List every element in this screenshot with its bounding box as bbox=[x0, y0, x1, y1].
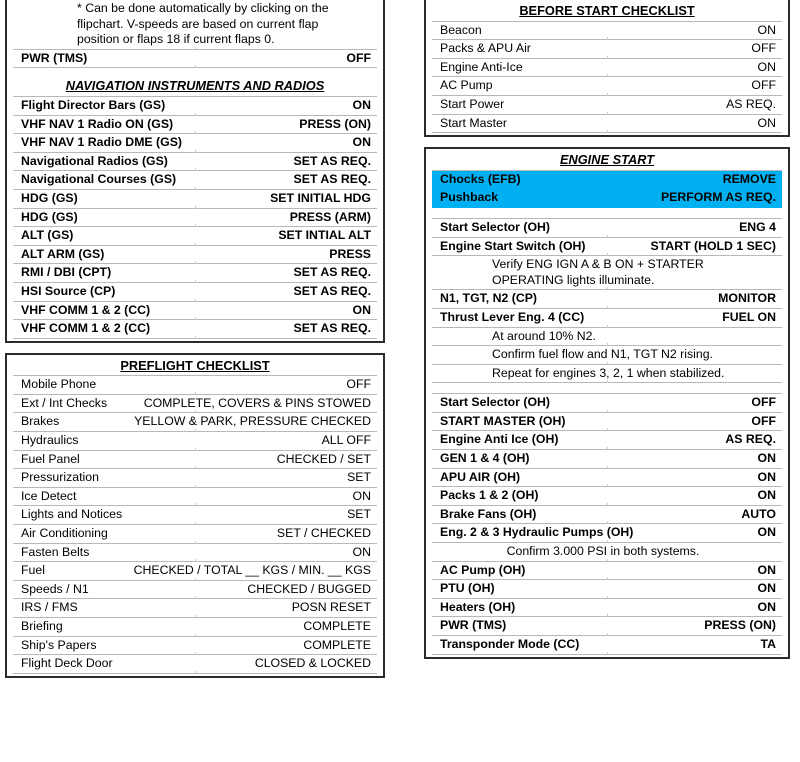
checklist-note bbox=[13, 0, 377, 50]
checklist-item-label: HSI Source (CP) bbox=[21, 283, 116, 298]
left-column bbox=[5, 0, 385, 678]
section-heading bbox=[432, 149, 782, 171]
checklist-row[interactable] bbox=[432, 96, 782, 115]
checklist-row[interactable] bbox=[432, 636, 782, 655]
checklist-item-label: Fuel Panel bbox=[21, 451, 80, 466]
checklist-item-value: ON bbox=[757, 599, 776, 614]
checklist-item-value: PRESS bbox=[329, 246, 371, 261]
checklist-row[interactable] bbox=[13, 562, 377, 581]
checklist-item-label: ALT ARM (GS) bbox=[21, 246, 105, 261]
checklist-row[interactable] bbox=[13, 488, 377, 507]
section-heading bbox=[13, 355, 377, 377]
checklist-item-label: VHF COMM 1 & 2 (CC) bbox=[21, 321, 151, 336]
checklist-item-label: Start Power bbox=[440, 96, 505, 111]
checklist-item-value: OFF bbox=[751, 41, 776, 56]
section-heading-label: BEFORE START CHECKLIST bbox=[519, 3, 695, 18]
checklist-row[interactable] bbox=[432, 524, 782, 543]
checklist-item-label: VHF NAV 1 Radio DME (GS) bbox=[21, 135, 183, 150]
checklist-row[interactable] bbox=[13, 134, 377, 153]
checklist-item-label: Hydraulics bbox=[21, 433, 79, 448]
checklist-item-label: Engine Anti Ice (OH) bbox=[440, 432, 559, 447]
checklist-item-value: SET AS REQ. bbox=[293, 172, 371, 187]
checklist-item-value: SET bbox=[347, 507, 371, 522]
checklist-note bbox=[432, 365, 782, 384]
checklist-item-value: COMPLETE bbox=[303, 619, 371, 633]
checklist-item-label: HDG (GS) bbox=[21, 209, 78, 224]
rows-panel-preflight bbox=[7, 355, 383, 674]
checklist-item-value: SET bbox=[347, 470, 371, 485]
checklist-item-label: Fuel bbox=[21, 563, 45, 578]
checklist-item-label: Navigational Courses (GS) bbox=[21, 172, 177, 187]
checklist-item-value: CHECKED / SET bbox=[276, 451, 371, 466]
checklist-row[interactable] bbox=[13, 283, 377, 302]
checklist-item-value: COMPLETE bbox=[303, 637, 371, 652]
checklist-item-value: ON bbox=[757, 22, 776, 37]
checklist-row[interactable] bbox=[13, 413, 377, 432]
checklist-item-label: Thrust Lever Eng. 4 (CC) bbox=[440, 309, 585, 324]
checklist-row[interactable] bbox=[13, 97, 377, 116]
rows-panel-top bbox=[7, 0, 383, 339]
checklist-item-value: ENG 4 bbox=[739, 219, 776, 234]
checklist-item-label: Beacon bbox=[440, 22, 482, 37]
checklist-item-label: N1, TGT, N2 (CP) bbox=[440, 291, 538, 306]
checklist-item-label: Brake Fans (OH) bbox=[440, 506, 537, 521]
checklist-note-text: Confirm fuel flow and N1, TGT N2 rising. bbox=[492, 347, 713, 362]
checklist-row[interactable] bbox=[13, 171, 377, 190]
checklist-item-value: COMPLETE, COVERS & PINS STOWED bbox=[143, 395, 371, 410]
checklist-row[interactable] bbox=[13, 637, 377, 656]
checklist-row[interactable] bbox=[432, 580, 782, 599]
checklist-item-label: Start Master bbox=[440, 115, 507, 130]
checklist-item-value: MONITOR bbox=[718, 291, 776, 306]
checklist-item-value: OFF bbox=[346, 377, 371, 392]
checklist-row[interactable] bbox=[13, 246, 377, 265]
checklist-row[interactable] bbox=[13, 618, 377, 637]
checklist-item-label: Ice Detect bbox=[21, 488, 77, 503]
checklist-row[interactable] bbox=[13, 190, 377, 209]
checklist-row[interactable] bbox=[432, 413, 782, 432]
checklist-row[interactable] bbox=[432, 115, 782, 134]
checklist-row[interactable] bbox=[13, 264, 377, 283]
checklist-row[interactable] bbox=[13, 655, 377, 674]
checklist-note bbox=[432, 543, 782, 562]
checklist-item-value: OFF bbox=[751, 395, 776, 410]
checklist-row[interactable] bbox=[13, 227, 377, 246]
checklist-row[interactable] bbox=[432, 59, 782, 78]
checklist-row[interactable] bbox=[13, 599, 377, 618]
checklist-item-value: ON bbox=[757, 581, 776, 596]
checklist-item-value: PRESS (ON) bbox=[704, 618, 776, 633]
checklist-row[interactable] bbox=[13, 395, 377, 414]
checklist-item-value: ON bbox=[757, 59, 776, 74]
checklist-item-label: Ext / Int Checks bbox=[21, 395, 108, 410]
checklist-item-value: ON bbox=[352, 135, 371, 150]
checklist-item-label: START MASTER (OH) bbox=[440, 413, 566, 428]
checklist-item-label: Start Selector (OH) bbox=[440, 395, 551, 410]
checklist-item-value: SET / CHECKED bbox=[276, 526, 371, 541]
checklist-item-label: ALT (GS) bbox=[21, 228, 74, 243]
checklist-item-value: SET INITIAL HDG bbox=[270, 190, 371, 205]
checklist-row[interactable] bbox=[432, 40, 782, 59]
checklist-item-value: ON bbox=[757, 451, 776, 466]
checklist-row[interactable] bbox=[13, 525, 377, 544]
checklist-item-label: VHF COMM 1 & 2 (CC) bbox=[21, 302, 151, 317]
checklist-row[interactable] bbox=[432, 431, 782, 450]
checklist-item-value: ON bbox=[757, 562, 776, 577]
checklist-item-label: Heaters (OH) bbox=[440, 599, 516, 614]
checklist-item-value: ON bbox=[352, 97, 371, 112]
checklist-item-label: Start Selector (OH) bbox=[440, 219, 551, 234]
rows-panel-before-start bbox=[426, 0, 788, 133]
checklist-item-label: PWR (TMS) bbox=[21, 50, 88, 65]
checklist-item-value: ON bbox=[352, 488, 371, 503]
checklist-item-value: AUTO bbox=[741, 506, 776, 521]
checklist-item-value: ON bbox=[757, 488, 776, 503]
checklist-row[interactable] bbox=[13, 469, 377, 488]
checklist-note-text: Confirm 3.000 PSI in both systems. bbox=[506, 544, 700, 559]
checklist-item-value: SET AS REQ. bbox=[293, 321, 371, 336]
checklist-row[interactable] bbox=[432, 599, 782, 618]
checklist-row[interactable] bbox=[13, 50, 377, 69]
checklist-item-label: Engine Anti-Ice bbox=[440, 59, 523, 74]
checklist-item-value: SET INTIAL ALT bbox=[278, 228, 371, 243]
right-column bbox=[424, 0, 790, 659]
checklist-row[interactable] bbox=[13, 506, 377, 525]
checklist-item-label: Speeds / N1 bbox=[21, 581, 89, 596]
checklist-row[interactable] bbox=[432, 506, 782, 525]
checklist-item-label: Engine Start Switch (OH) bbox=[440, 238, 586, 253]
section-heading-label: ENGINE START bbox=[559, 152, 655, 168]
checklist-row[interactable] bbox=[432, 238, 782, 257]
rows-panel-engine-start bbox=[426, 149, 788, 654]
checklist-note bbox=[432, 256, 782, 290]
checklist-item-value: REMOVE bbox=[722, 171, 776, 186]
checklist-item-label: Packs & APU Air bbox=[440, 41, 531, 56]
row-spacer bbox=[432, 383, 782, 394]
checklist-item-label: Air Conditioning bbox=[21, 526, 108, 541]
checklist-item-value: ALL OFF bbox=[321, 433, 371, 448]
checklist-row[interactable] bbox=[13, 451, 377, 470]
checklist-item-label: HDG (GS) bbox=[21, 190, 78, 205]
checklist-row[interactable] bbox=[432, 171, 782, 190]
panel-before-start-checklist bbox=[424, 0, 790, 137]
checklist-row[interactable] bbox=[432, 219, 782, 238]
section-heading bbox=[13, 68, 377, 97]
panel-preflight-checklist bbox=[5, 353, 385, 678]
checklist-item-label: Chocks (EFB) bbox=[440, 171, 521, 186]
checklist-row[interactable] bbox=[13, 432, 377, 451]
checklist-item-value: SET AS REQ. bbox=[293, 265, 371, 280]
checklist-item-label: RMI / DBI (CPT) bbox=[21, 265, 112, 280]
checklist-row[interactable] bbox=[432, 290, 782, 309]
checklist-note bbox=[432, 346, 782, 365]
checklist-item-label: IRS / FMS bbox=[21, 600, 78, 615]
checklist-item-value: OFF bbox=[751, 78, 776, 93]
checklist-item-value: ON bbox=[352, 544, 371, 559]
checklist-item-value: ON bbox=[352, 302, 371, 317]
checklist-item-value: SET AS REQ. bbox=[293, 283, 371, 298]
checklist-item-label: Packs 1 & 2 (OH) bbox=[440, 488, 539, 503]
checklist-note-text: At around 10% N2. bbox=[492, 328, 596, 343]
checklist-item-value: START (HOLD 1 SEC) bbox=[650, 238, 776, 253]
checklist-item-value: PRESS (ARM) bbox=[289, 209, 371, 224]
checklist-row[interactable] bbox=[13, 320, 377, 339]
checklist-item-label: Brakes bbox=[21, 414, 60, 429]
checklist-row[interactable] bbox=[432, 22, 782, 41]
checklist-item-label: PWR (TMS) bbox=[440, 618, 507, 633]
checklist-row[interactable] bbox=[13, 116, 377, 135]
checklist-item-label: VHF NAV 1 Radio ON (GS) bbox=[21, 116, 174, 131]
checklist-item-label: Lights and Notices bbox=[21, 507, 123, 522]
checklist-note-text: Repeat for engines 3, 2, 1 when stabilized. bbox=[492, 365, 725, 380]
checklist-row[interactable] bbox=[432, 189, 782, 208]
checklist-item-value: AS REQ. bbox=[725, 432, 776, 447]
checklist-row[interactable] bbox=[432, 450, 782, 469]
checklist-item-value: CHECKED / TOTAL __ KGS / MIN. __ KGS bbox=[133, 563, 371, 578]
checklist-row[interactable] bbox=[13, 581, 377, 600]
checklist-item-label: AC Pump (OH) bbox=[440, 562, 526, 577]
checklist-item-value: POSN RESET bbox=[291, 600, 371, 615]
checklist-item-label: Briefing bbox=[21, 619, 63, 633]
checklist-item-value: CLOSED & LOCKED bbox=[254, 656, 371, 671]
checklist-item-label: GEN 1 & 4 (OH) bbox=[440, 451, 530, 466]
checklist-item-value: AS REQ. bbox=[726, 96, 776, 111]
checklist-row[interactable] bbox=[13, 544, 377, 563]
checklist-item-value: TA bbox=[760, 637, 776, 651]
checklist-item-value: ON bbox=[757, 469, 776, 484]
checklist-item-value: OFF bbox=[346, 50, 371, 65]
checklist-row[interactable] bbox=[432, 487, 782, 506]
section-heading bbox=[432, 0, 782, 22]
checklist-item-label: Eng. 2 & 3 Hydraulic Pumps (OH) bbox=[440, 525, 634, 540]
checklist-row[interactable] bbox=[432, 77, 782, 96]
checklist-item-label: Pushback bbox=[440, 190, 499, 205]
checklist-row[interactable] bbox=[432, 309, 782, 328]
checklist-row[interactable] bbox=[13, 376, 377, 395]
checklist-item-label: Flight Deck Door bbox=[21, 656, 113, 671]
checklist-row[interactable] bbox=[13, 153, 377, 172]
checklist-item-label: APU AIR (OH) bbox=[440, 469, 521, 484]
panel-navigation-instruments bbox=[5, 0, 385, 343]
checklist-row[interactable] bbox=[432, 469, 782, 488]
checklist-item-value: OFF bbox=[751, 413, 776, 428]
checklist-row[interactable] bbox=[432, 562, 782, 581]
checklist-item-label: Navigational Radios (GS) bbox=[21, 153, 168, 168]
checklist-note-text: Verify ENG IGN A & B ON + STARTER OPERATING lights illuminate. bbox=[492, 257, 708, 287]
checklist-row[interactable] bbox=[13, 302, 377, 321]
checklist-item-value: FUEL ON bbox=[722, 309, 776, 324]
section-heading-label: NAVIGATION INSTRUMENTS AND RADIOS bbox=[65, 78, 325, 94]
checklist-item-value: PRESS (ON) bbox=[299, 116, 371, 131]
checklist-item-label: Pressurization bbox=[21, 470, 99, 485]
checklist-item-value: PERFORM AS REQ. bbox=[660, 190, 776, 205]
checklist-note bbox=[432, 328, 782, 347]
checklist-item-value: SET AS REQ. bbox=[293, 153, 371, 168]
checklist-note-text: * Can be done automatically by clicking on the flipchart. V-speeds are based on current flap position or flaps 18 if current flaps 0. bbox=[77, 1, 332, 47]
checklist-item-value: ON bbox=[757, 115, 776, 130]
section-heading-label: PREFLIGHT CHECKLIST bbox=[120, 357, 270, 373]
checklist-item-label: AC Pump bbox=[440, 78, 493, 93]
checklist-item-label: PTU (OH) bbox=[440, 581, 495, 596]
checklist-row[interactable] bbox=[432, 617, 782, 636]
panel-engine-start bbox=[424, 147, 790, 658]
checklist-item-label: Flight Director Bars (GS) bbox=[21, 97, 166, 112]
checklist-row[interactable] bbox=[13, 209, 377, 228]
checklist-item-value: CHECKED / BUGGED bbox=[247, 581, 371, 596]
checklist-item-label: Transponder Mode (CC) bbox=[440, 637, 580, 651]
checklist-row[interactable] bbox=[432, 394, 782, 413]
row-spacer bbox=[432, 208, 782, 219]
checklist-item-label: Fasten Belts bbox=[21, 544, 90, 559]
checklist-item-label: Mobile Phone bbox=[21, 377, 97, 392]
checklist-item-value: ON bbox=[757, 525, 776, 540]
checklist-item-value: YELLOW & PARK, PRESSURE CHECKED bbox=[134, 414, 371, 429]
checklist-item-label: Ship's Papers bbox=[21, 637, 97, 652]
